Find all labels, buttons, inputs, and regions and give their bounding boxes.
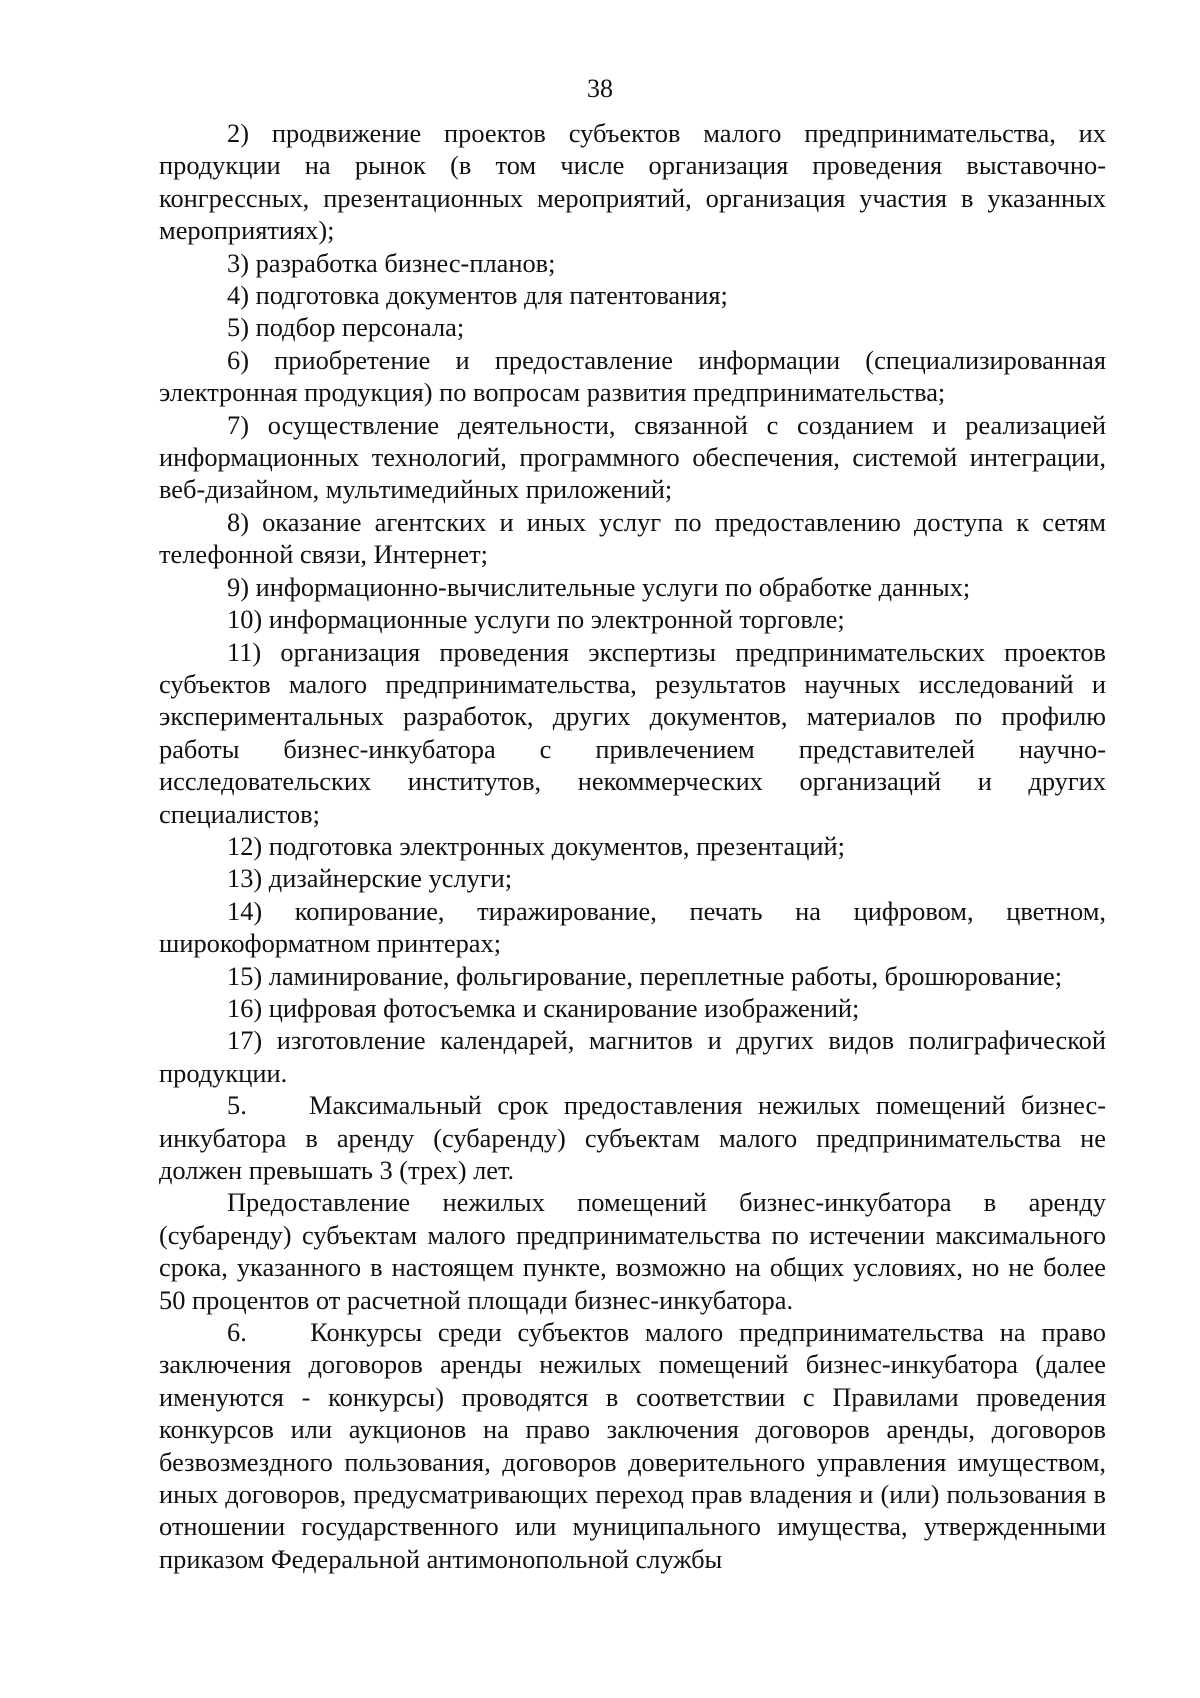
list-item-8: 8) оказание агентских и иных услуг по предоставлению доступа к сетям телефонной связи, Интернет;	[159, 506, 1106, 570]
list-item-16: 16) цифровая фотосъемка и сканирование изображений;	[227, 992, 860, 1023]
list-item-4: 4) подготовка документов для патентования;	[227, 280, 728, 311]
section-5-continuation-paragraph: Предоставление нежилых помещений бизнес-инкубатора в аренду (субаренду) субъектам малого предпринимательства по истечении максимального срока, указанного в настоящем пункте, возможно на общих условиях, но не более 50 процентов от расчетной площади бизнес-инкубатора.	[159, 1187, 1106, 1315]
list-item-3: 3) разработка бизнес-планов;	[227, 247, 556, 278]
list-item-14: 14) копирование, тиражирование, печать на цифровом, цветном, широкоформатном принтерах;	[159, 895, 1106, 959]
list-item-17: 17) изготовление календарей, магнитов и других видов полиграфической продукции.	[159, 1025, 1106, 1088]
section-5-paragraph: 5. Максимальный срок предоставления нежилых помещений бизнес-инкубатора в аренду (субаренду) субъектам малого предпринимательства не должен превышать 3 (трех) лет.	[159, 1090, 1113, 1185]
list-item-2: 2) продвижение проектов субъектов малого предпринимательства, их продукции на рынок (в том числе организация проведения выставочно-конгрессных, презентационных мероприятий, организация участия в указанных мероприятиях);	[159, 118, 1106, 246]
list-item-6: 6) приобретение и предоставление информации (специализированная электронная продукция) по вопросам развития предпринимательства;	[159, 344, 1106, 408]
list-item-11: 11) организация проведения экспертизы предпринимательских проектов субъектов малого предпринимательства, результатов научных исследований и экспериментальных разработок, других документов, материалов по профилю работы бизнес-инкубатора с привлечением представителей научно-исследовательских институтов, некоммерческих организаций и других специалистов;	[159, 636, 1106, 829]
page-number: 38	[587, 74, 613, 103]
list-item-10: 10) информационные услуги по электронной торговле;	[227, 604, 845, 635]
list-item-7: 7) осуществление деятельности, связанной с созданием и реализацией информационных технологий, программного обеспечения, системой интеграции, веб-дизайном, мультимедийных приложений;	[159, 409, 1106, 505]
document-body	[159, 117, 1113, 1575]
list-item-12: 12) подготовка электронных документов, презентаций;	[227, 830, 845, 861]
list-item-13: 13) дизайнерские услуги;	[227, 863, 513, 894]
section-6-paragraph: 6. Конкурсы среди субъектов малого предпринимательства на право заключения договоров аренды нежилых помещений бизнес-инкубатора (далее именуются - конкурсы) проводятся в соответствии с Правилами проведения конкурсов или аукционов на право заключения договоров аренды, договоров безвозмездного пользования, договоров доверительного управления имуществом, иных договоров, предусматривающих переход прав владения и (или) пользования в отношении государственного или муниципального имущества, утвержденными приказом Федеральной антимонопольной службы	[159, 1317, 1113, 1574]
list-item-5: 5) подбор персонала;	[227, 312, 465, 343]
list-item-9: 9) информационно-вычислительные услуги по обработке данных;	[227, 571, 971, 602]
list-item-15: 15) ламинирование, фольгирование, переплетные работы, брошюрование;	[227, 960, 1063, 991]
